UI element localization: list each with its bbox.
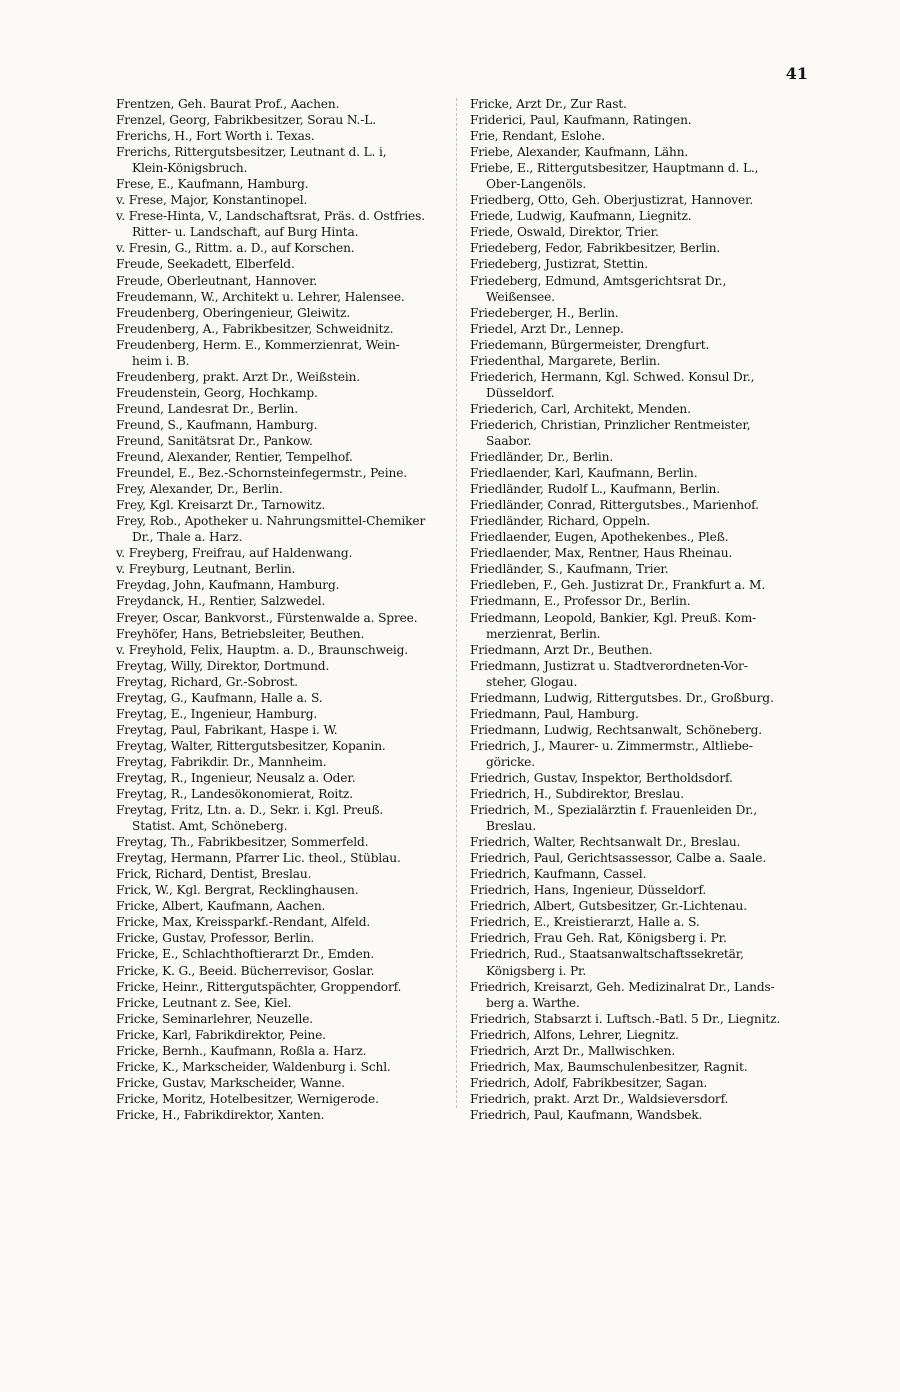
directory-entry-continuation: Ober-Langenöls.	[486, 177, 587, 192]
directory-entry-continuation: göricke.	[486, 754, 535, 769]
directory-entry: Friedeberg, Justizrat, Stettin.	[470, 257, 648, 272]
directory-entry: Friedberg, Otto, Geh. Oberjustizrat, Hannover.	[470, 193, 754, 208]
directory-entry: Friedrich, Max, Baumschulenbesitzer, Ragnit.	[470, 1059, 748, 1074]
directory-entry: Freudenberg, A., Fabrikbesitzer, Schweidnitz.	[116, 321, 394, 336]
directory-entry: Friede, Ludwig, Kaufmann, Liegnitz.	[470, 209, 692, 224]
directory-entry: Friedmann, Arzt Dr., Beuthen.	[470, 642, 653, 657]
directory-entry: Frie, Rendant, Eslohe.	[470, 129, 605, 144]
directory-entry: Friedländer, Richard, Oppeln.	[470, 514, 650, 529]
left-column	[116, 96, 476, 1123]
directory-entry: Friedlaender, Karl, Kaufmann, Berlin.	[470, 466, 698, 481]
directory-entry: Friederich, Carl, Architekt, Menden.	[470, 401, 691, 416]
directory-entry: Fricke, Max, Kreissparkf.-Rendant, Alfeld.	[116, 915, 371, 930]
directory-entry: Fricke, Arzt Dr., Zur Rast.	[470, 97, 627, 111]
directory-entry-continuation: Ritter- u. Landschaft, auf Burg Hinta.	[132, 225, 359, 240]
directory-entry: Friedel, Arzt Dr., Lennep.	[470, 321, 624, 336]
directory-entry: Freydanck, H., Rentier, Salzwedel.	[116, 594, 326, 609]
directory-entry: Friedländer, Conrad, Rittergutsbes., Marienhof.	[470, 498, 759, 513]
directory-entry-continuation: Klein-Königsbruch.	[132, 161, 248, 176]
directory-entry: Freund, S., Kaufmann, Hamburg.	[116, 417, 318, 432]
directory-entry: Friedrich, Paul, Gerichtsassessor, Calbe a. Saale.	[470, 851, 767, 866]
directory-entry: Freude, Seekadett, Elberfeld.	[116, 257, 295, 272]
directory-entry: Friedrich, Hans, Ingenieur, Düsseldorf.	[470, 883, 707, 898]
directory-entry: Frick, Richard, Dentist, Breslau.	[116, 867, 312, 882]
directory-entry: Friederich, Hermann, Kgl. Schwed. Konsul Dr.,	[470, 369, 755, 384]
directory-entry: Fricke, K. G., Beeid. Bücherrevisor, Goslar.	[116, 963, 375, 978]
directory-entry: Friedrich, Gustav, Inspektor, Bertholdsdorf.	[470, 770, 733, 785]
directory-entry: Freyhöfer, Hans, Betriebsleiter, Beuthen.	[116, 626, 365, 641]
directory-entry: Friedrich, Stabsarzt i. Luftsch.-Batl. 5 Dr., Liegnitz.	[470, 1011, 781, 1026]
directory-entry: Freude, Oberleutnant, Hannover.	[116, 273, 318, 288]
directory-entry: Freytag, Fabrikdir. Dr., Mannheim.	[116, 754, 327, 769]
directory-entry: Fricke, E., Schlachthoftierarzt Dr., Emden.	[116, 947, 375, 962]
directory-entry: Fricke, H., Fabrikdirektor, Xanten.	[116, 1107, 325, 1122]
directory-entry: Frey, Kgl. Kreisarzt Dr., Tarnowitz.	[116, 498, 326, 513]
directory-entry: Friedrich, prakt. Arzt Dr., Waldsieversdorf.	[470, 1091, 729, 1106]
directory-entry-continuation: Königsberg i. Pr.	[486, 963, 587, 978]
directory-entry: Freytag, Walter, Rittergutsbesitzer, Kopanin.	[116, 738, 386, 753]
directory-entry: Friedrich, Walter, Rechtsanwalt Dr., Breslau.	[470, 835, 741, 850]
directory-entry: Freytag, Willy, Direktor, Dortmund.	[116, 658, 330, 673]
directory-entry: Frey, Rob., Apotheker u. Nahrungsmittel-Chemiker	[116, 514, 426, 529]
directory-entry: Frese, E., Kaufmann, Hamburg.	[116, 177, 309, 192]
directory-entry: Freudenberg, prakt. Arzt Dr., Weißstein.	[116, 369, 360, 384]
directory-entry: Friedlaender, Max, Rentner, Haus Rheinau.	[470, 546, 733, 561]
directory-entry: Freydag, John, Kaufmann, Hamburg.	[116, 578, 340, 593]
directory-entry: Freudenstein, Georg, Hochkamp.	[116, 385, 318, 400]
directory-entry: Frerichs, H., Fort Worth i. Texas.	[116, 129, 315, 144]
directory-entry-continuation: Dr., Thale a. Harz.	[132, 530, 243, 545]
directory-entry: Friedrich, E., Kreistierarzt, Halle a. S.	[470, 915, 700, 930]
directory-entry: Friedmann, Leopold, Bankier, Kgl. Preuß. Kom-	[470, 610, 757, 625]
directory-entry: Frenzel, Georg, Fabrikbesitzer, Sorau N.-L.	[116, 113, 376, 128]
directory-entry: Friedmann, Paul, Hamburg.	[470, 706, 639, 721]
directory-entry: Friedrich, Kaufmann, Cassel.	[470, 867, 647, 882]
directory-entry: Friedrich, Arzt Dr., Mallwischken.	[470, 1043, 676, 1058]
directory-entry: Friedrich, Adolf, Fabrikbesitzer, Sagan.	[470, 1075, 708, 1090]
directory-entry: Friedrich, Paul, Kaufmann, Wandsbek.	[470, 1107, 703, 1122]
directory-entry: Fricke, Heinr., Rittergutspächter, Groppendorf.	[116, 979, 402, 994]
directory-entry: Friedrich, Albert, Gutsbesitzer, Gr.-Lichtenau.	[470, 899, 747, 914]
directory-entry: Friedländer, S., Kaufmann, Trier.	[470, 562, 669, 577]
directory-entry: Fricke, Bernh., Kaufmann, Roßla a. Harz.	[116, 1043, 367, 1058]
directory-entry: Freytag, E., Ingenieur, Hamburg.	[116, 706, 318, 721]
directory-entry: Frentzen, Geh. Baurat Prof., Aachen.	[116, 97, 340, 111]
directory-entry-continuation: berg a. Warthe.	[486, 995, 580, 1010]
directory-entry: Friedmann, Ludwig, Rechtsanwalt, Schöneberg.	[470, 722, 762, 737]
directory-entry: Freytag, G., Kaufmann, Halle a. S.	[116, 690, 323, 705]
directory-entry: Friedeberg, Edmund, Amtsgerichtsrat Dr.,	[470, 273, 727, 288]
directory-entry: Freund, Sanitätsrat Dr., Pankow.	[116, 433, 313, 448]
directory-entry: v. Frese-Hinta, V., Landschaftsrat, Präs. d. Ostfries.	[116, 209, 425, 224]
directory-entry: Fricke, Seminarlehrer, Neuzelle.	[116, 1011, 313, 1026]
right-column	[470, 96, 830, 1123]
directory-entry: Freyer, Oscar, Bankvorst., Fürstenwalde a. Spree.	[116, 610, 418, 625]
directory-entry: Friedrich, Frau Geh. Rat, Königsberg i. Pr.	[470, 931, 727, 946]
column-divider	[456, 98, 457, 1108]
directory-entry-continuation: Weißensee.	[486, 289, 555, 304]
directory-entry: Frey, Alexander, Dr., Berlin.	[116, 482, 283, 497]
directory-entry: Freytag, Th., Fabrikbesitzer, Sommerfeld.	[116, 835, 369, 850]
directory-entry: Friedländer, Rudolf L., Kaufmann, Berlin.	[470, 482, 720, 497]
directory-entry: Friderici, Paul, Kaufmann, Ratingen.	[470, 113, 692, 128]
directory-entry: Friedemann, Bürgermeister, Drengfurt.	[470, 337, 710, 352]
directory-entry: Friedländer, Dr., Berlin.	[470, 450, 614, 465]
page-number: 41	[785, 64, 808, 83]
directory-entry: Friebe, Alexander, Kaufmann, Lähn.	[470, 145, 689, 160]
directory-entry: Freytag, Paul, Fabrikant, Haspe i. W.	[116, 722, 338, 737]
directory-entry: v. Frese, Major, Konstantinopel.	[116, 193, 308, 208]
directory-entry: Freytag, Richard, Gr.-Sobrost.	[116, 674, 298, 689]
directory-entry: Friedenthal, Margarete, Berlin.	[470, 353, 661, 368]
directory-entry: Freytag, R., Landesökonomierat, Roitz.	[116, 787, 353, 802]
directory-entry: Friedrich, Alfons, Lehrer, Liegnitz.	[470, 1027, 679, 1042]
directory-entry: Fricke, Karl, Fabrikdirektor, Peine.	[116, 1027, 326, 1042]
directory-entry: Freudemann, W., Architekt u. Lehrer, Halensee.	[116, 289, 405, 304]
directory-entry: Friedrich, Kreisarzt, Geh. Medizinalrat Dr., Lands-	[470, 979, 775, 994]
directory-entry: Friedmann, Ludwig, Rittergutsbes. Dr., Großburg.	[470, 690, 774, 705]
directory-entry: Friedleben, F., Geh. Justizrat Dr., Frankfurt a. M.	[470, 578, 766, 593]
directory-entry: Freudenberg, Herm. E., Kommerzienrat, Wein-	[116, 337, 400, 352]
directory-entry: Fricke, Albert, Kaufmann, Aachen.	[116, 899, 326, 914]
directory-entry: Fricke, Leutnant z. See, Kiel.	[116, 995, 292, 1010]
directory-entry-continuation: merzienrat, Berlin.	[486, 626, 601, 641]
directory-entry-continuation: steher, Glogau.	[486, 674, 578, 689]
directory-entry: Freytag, Fritz, Ltn. a. D., Sekr. i. Kgl. Preuß.	[116, 803, 384, 818]
directory-entry: Freytag, R., Ingenieur, Neusalz a. Oder.	[116, 770, 356, 785]
directory-entry: Freudenberg, Oberingenieur, Gleiwitz.	[116, 305, 350, 320]
directory-entry: Friedeberger, H., Berlin.	[470, 305, 619, 320]
directory-entry: Friedrich, H., Subdirektor, Breslau.	[470, 787, 684, 802]
directory-entry: Friedrich, Rud., Staatsanwaltschaftssekretär,	[470, 947, 744, 962]
directory-entry: Friedlaender, Eugen, Apothekenbes., Pleß.	[470, 530, 729, 545]
directory-entry-continuation: heim i. B.	[132, 353, 190, 368]
directory-entry: v. Freyberg, Freifrau, auf Haldenwang.	[116, 546, 353, 561]
directory-entry: Fricke, K., Markscheider, Waldenburg i. Schl.	[116, 1059, 391, 1074]
directory-entry: Freund, Landesrat Dr., Berlin.	[116, 401, 298, 416]
directory-entry: Friederich, Christian, Prinzlicher Rentmeister,	[470, 417, 751, 432]
directory-entry-continuation: Statist. Amt, Schöneberg.	[132, 819, 288, 834]
directory-entry: Friedmann, E., Professor Dr., Berlin.	[470, 594, 691, 609]
directory-entry: Friedrich, J., Maurer- u. Zimmermstr., Altliebe-	[470, 738, 753, 753]
directory-entry: Frerichs, Rittergutsbesitzer, Leutnant d. L. i,	[116, 145, 387, 160]
directory-entry: Friedeberg, Fedor, Fabrikbesitzer, Berlin.	[470, 241, 721, 256]
directory-entry: Friedmann, Justizrat u. Stadtverordneten-Vor-	[470, 658, 748, 673]
directory-entry: Friedrich, M., Spezialärztin f. Frauenleiden Dr.,	[470, 803, 758, 818]
directory-entry-continuation: Saabor.	[486, 433, 532, 448]
directory-entry: v. Fresin, G., Rittm. a. D., auf Korschen.	[116, 241, 355, 256]
directory-entry: Fricke, Gustav, Professor, Berlin.	[116, 931, 315, 946]
directory-entry: Freund, Alexander, Rentier, Tempelhof.	[116, 450, 353, 465]
directory-entry: Freytag, Hermann, Pfarrer Lic. theol., Stüblau.	[116, 851, 401, 866]
directory-entry: v. Freyhold, Felix, Hauptm. a. D., Braunschweig.	[116, 642, 409, 657]
directory-entry: Friebe, E., Rittergutsbesitzer, Hauptmann d. L.,	[470, 161, 759, 176]
directory-entry: Frick, W., Kgl. Bergrat, Recklinghausen.	[116, 883, 359, 898]
directory-entry: Fricke, Gustav, Markscheider, Wanne.	[116, 1075, 345, 1090]
directory-entry: Friede, Oswald, Direktor, Trier.	[470, 225, 659, 240]
directory-entry: Freundel, E., Bez.-Schornsteinfegermstr., Peine.	[116, 466, 407, 481]
directory-entry-continuation: Düsseldorf.	[486, 385, 555, 400]
directory-entry: Fricke, Moritz, Hotelbesitzer, Wernigerode.	[116, 1091, 379, 1106]
directory-entry-continuation: Breslau.	[486, 819, 536, 834]
directory-entry: v. Freyburg, Leutnant, Berlin.	[116, 562, 296, 577]
